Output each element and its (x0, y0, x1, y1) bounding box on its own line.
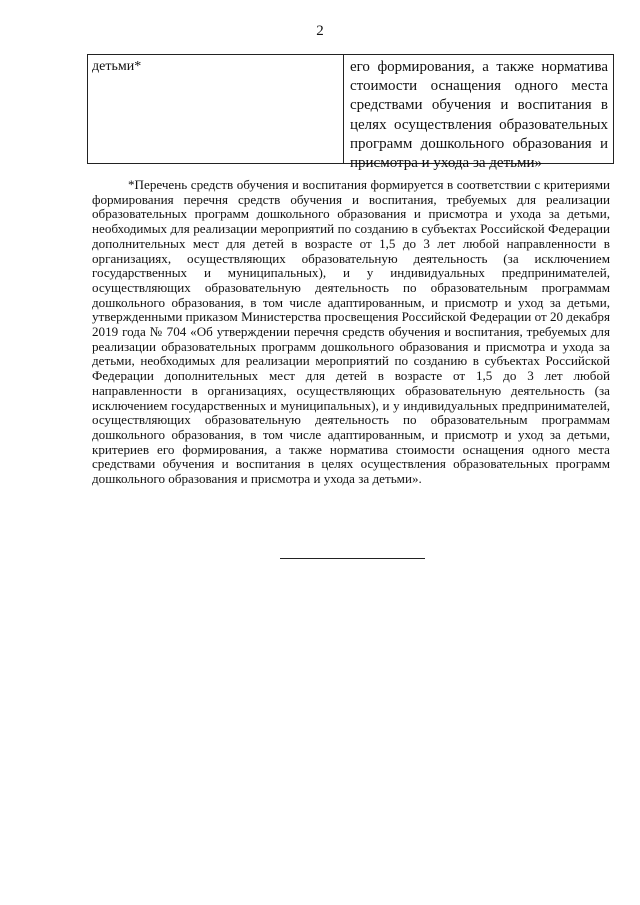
table-cell-name: детьми* (88, 55, 344, 163)
footnote-text: *Перечень средств обучения и воспитания формируется в соответствии с критериями формирования перечня средств обучения и воспитания, требуемых для реализации образовательных программ дошкольного образования и присмотра и ухода за детьми, необходимых для реализации мероприятий по созданию в субъектах Российской Федерации дополнительных мест для детей в возрасте от 1,5 до 3 лет любой направленности в организациях, осуществляющих образовательную деятельность (за исключением государственных и муниципальных), и у индивидуальных предпринимателей, осуществляющих образовательную деятельность по образовательным программам дошкольного образования, в том числе адаптированным, и присмотр и уход за детьми, утвержденными приказом Министерства просвещения Российской Федерации от 20 декабря 2019 года № 704 «Об утверждении перечня средств обучения и воспитания, требуемых для реализации образовательных программ дошкольного образования и присмотра и ухода за детьми, необходимых для реализации мероприятий по созданию в субъектах Российской Федерации дополнительных мест для детей в возрасте от 1,5 до 3 лет любой направленности в организациях, осуществляющих образовательную деятельность (за исключением государственных и муниципальных), и у индивидуальных предпринимателей, осуществляющих образовательную деятельность по образовательным программам дошкольного образования, в том числе адаптированным, и присмотр и уход за детьми, критериев его формирования, а также норматива стоимости оснащения одного места средствами обучения и воспитания в целях осуществления образовательных программ дошкольного образования и присмотра и ухода за детьми». (92, 177, 610, 487)
page-number: 2 (316, 23, 324, 39)
end-of-document-rule (280, 558, 425, 559)
table-cell-description: его формирования, а также норматива стоимости оснащения одного места средствами обучения и воспитания в целях осуществления образовательных программ дошкольного образования и присмотра и ухода за детьми» (350, 59, 608, 172)
continuation-table (87, 54, 614, 172)
